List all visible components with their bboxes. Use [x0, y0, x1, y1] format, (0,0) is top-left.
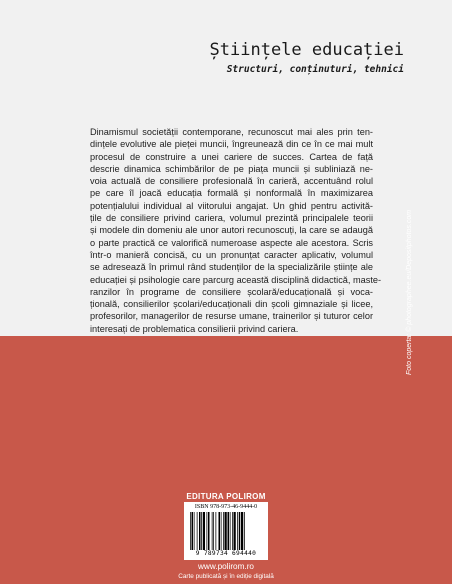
blurb-line: educației și psihologie care parcurg această disciplină didactică, maste-	[90, 274, 382, 285]
blurb-line: într-o manieră concisă, cu un pronunțat caracter aplicativ, volumul	[90, 249, 373, 260]
publisher-website: www.polirom.ro	[198, 562, 254, 571]
isbn-barcode	[184, 502, 268, 560]
blurb-line: profesorilor, managerilor de resurse umane, trainerilor și tuturor celor	[90, 311, 373, 322]
blurb-line: țională, consilierilor școlari/educaționali din școli gimnaziale și licee,	[90, 299, 373, 310]
blurb-line: descrie dinamica schimbărilor de pe piața muncii și subliniază ne-	[90, 163, 373, 174]
blurb-line: potențialului individual al viitorului angajat. Un ghid pentru activită-	[90, 200, 373, 211]
blurb-line: pe care îl joacă educația formală și nonformală în maximizarea	[90, 188, 373, 199]
series-subtitle: Structuri, conținuturi, tehnici	[226, 64, 404, 75]
blurb-line: țile de consiliere privind cariera, volumul prezintă principalele teorii	[90, 213, 373, 224]
barcode-icon	[190, 512, 262, 550]
digital-edition-note: Carte publicată și în ediție digitală	[178, 573, 274, 580]
photo-credit: Foto coperta: © photographee.eu/Depositphotos.com	[406, 209, 413, 375]
blurb-line: interesați de problematica consilierii privind cariera.	[90, 323, 299, 334]
blurb-line: ranzilor în programe de consiliere școlară/educațională și voca-	[90, 286, 373, 297]
blurb-line: dințele evolutive ale pieței muncii, îngreunează din ce în ce mai mult	[90, 139, 373, 150]
blurb-line: o parte practică ce valorifică numeroase aspecte ale acestora. Scris	[90, 237, 373, 248]
isbn-text: ISBN 978-973-46-9444-0	[194, 504, 258, 510]
book-description	[90, 126, 382, 335]
publisher-name: EDITURA POLIROM	[186, 492, 266, 501]
series-title: Științele educației	[209, 40, 404, 60]
blurb-line: se adresează în primul rând studenților de la specializările științe ale	[90, 262, 373, 273]
barcode-digits: 9 789734 694440	[195, 550, 257, 557]
blurb-line: procesul de construire a unei cariere de succes. Cartea de față	[90, 151, 373, 162]
blurb-line: Dinamismul societății contemporane, recunoscut mai ales prin ten-	[90, 127, 373, 137]
blurb-line: și modele din domeniu ale unor autori recunoscuți, la care se adaugă	[90, 225, 373, 236]
blurb-line: voia actuală de consiliere profesională în carieră, accentuând rolul	[90, 176, 373, 187]
